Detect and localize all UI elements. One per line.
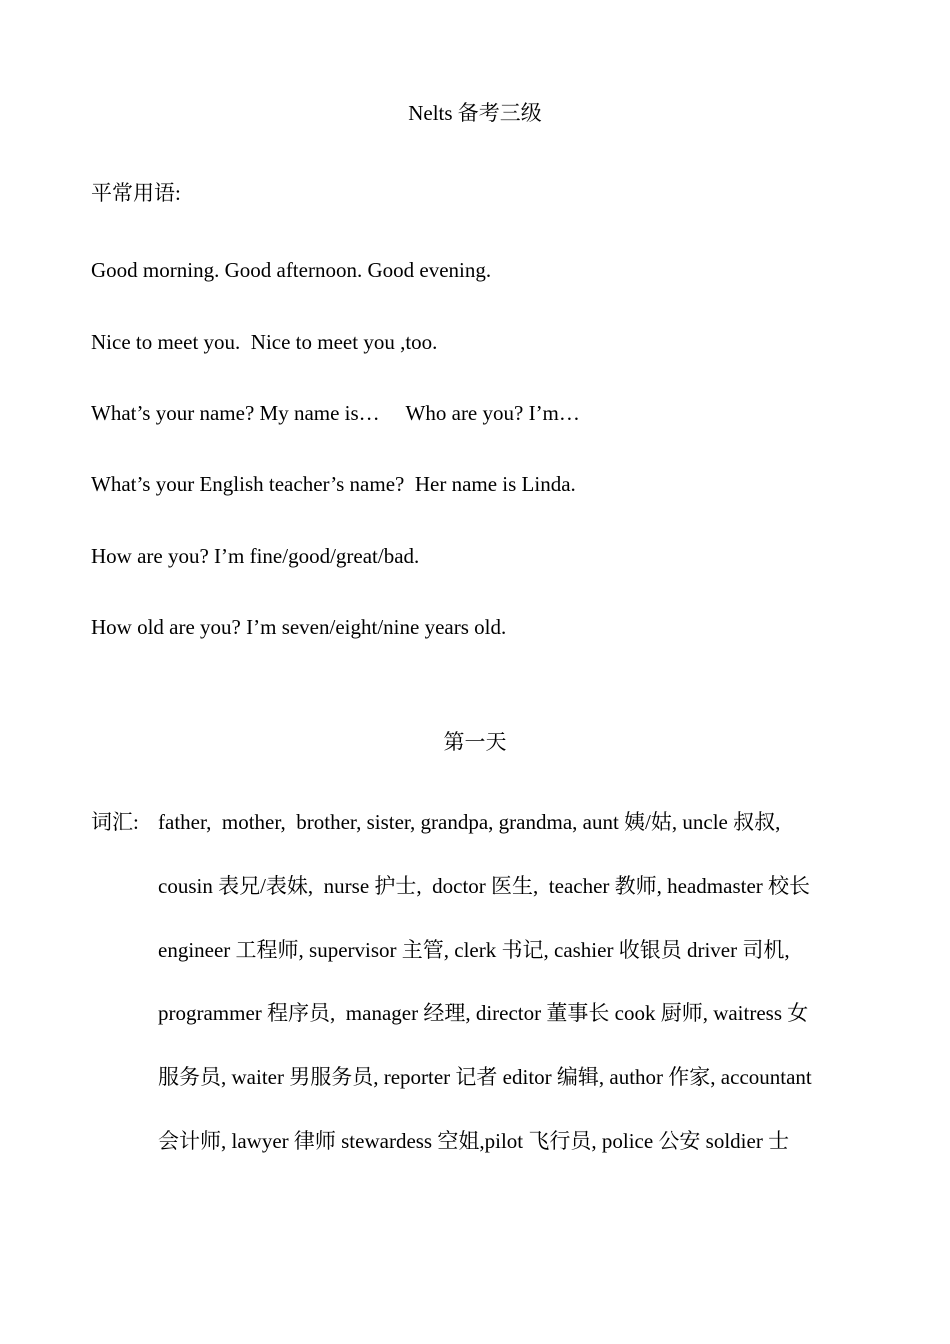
phrase-line: Good morning. Good afternoon. Good evening.: [91, 258, 492, 282]
vocab-line: father, mother, brother, sister, grandpa, grandma, aunt 姨/姑, uncle 叔叔,: [158, 810, 781, 834]
vocab-line: programmer 程序员, manager 经理, director 董事长 cook 厨师, waitress 女: [158, 1001, 809, 1025]
section-heading-day-one: 第一天: [443, 730, 507, 754]
vocab-label: 词汇:: [91, 810, 139, 834]
phrase-line: How old are you? I’m seven/eight/nine years old.: [91, 615, 507, 639]
vocab-line: engineer 工程师, supervisor 主管, clerk 书记, cashier 收银员 driver 司机,: [158, 938, 790, 962]
document-title: Nelts 备考三级: [408, 101, 542, 125]
vocab-line: cousin 表兄/表妹, nurse 护士, doctor 医生, teacher 教师, headmaster 校长: [158, 874, 811, 898]
phrase-line: How are you? I’m fine/good/great/bad.: [91, 544, 420, 568]
phrase-line: Nice to meet you. Nice to meet you ,too.: [91, 330, 438, 354]
phrase-line: What’s your name? My name is… Who are you? I’m…: [91, 401, 580, 425]
phrase-line: What’s your English teacher’s name? Her name is Linda.: [91, 472, 576, 496]
vocab-line: 服务员, waiter 男服务员, reporter 记者 editor 编辑, author 作家, accountant: [158, 1065, 812, 1089]
section-heading-common-phrases: 平常用语:: [91, 181, 181, 205]
vocab-line: 会计师, lawyer 律师 stewardess 空姐,pilot 飞行员, police 公安 soldier 士: [158, 1129, 790, 1153]
